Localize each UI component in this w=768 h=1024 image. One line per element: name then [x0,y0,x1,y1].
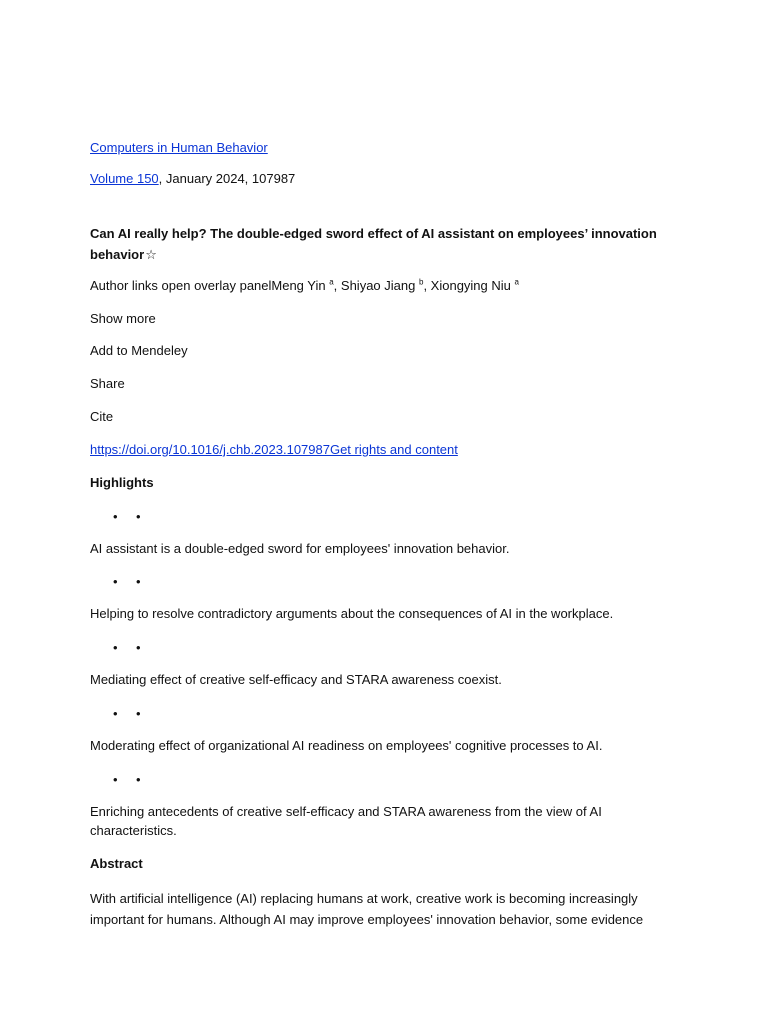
author-affiliation-sup: a [514,277,519,287]
bullet-icon: • [136,771,141,787]
author-link[interactable]: Meng Yin [271,277,326,293]
authors-prefix[interactable]: Author links open overlay panel [90,277,272,293]
issue-info: , January 2024, 107987 [158,170,296,186]
journal-link[interactable]: Computers in Human Behavior [90,140,268,155]
author-separator: , [333,277,341,293]
cite-button[interactable]: Cite [90,409,114,425]
article-title [90,223,690,265]
abstract-heading: Abstract [90,855,143,871]
share-button[interactable]: Share [90,376,125,392]
author-separator: , [423,277,431,293]
star-icon[interactable]: ☆ [145,246,157,262]
bullet-icon: • [136,640,141,656]
authors-line [90,277,690,296]
bullet-markers [90,507,690,526]
highlight-item: AI assistant is a double-edged sword for employees' innovation behavior. [90,540,510,556]
bullet-icon: • [113,640,118,656]
author-affiliation-sup: a [329,277,334,287]
bullet-icon: • [113,706,118,722]
bullet-icon: • [113,508,118,524]
highlights-heading: Highlights [90,474,154,490]
bullet-icon: • [136,706,141,722]
add-to-mendeley-button[interactable]: Add to Mendeley [90,343,188,359]
bullet-icon: • [113,574,118,590]
highlight-item: Moderating effect of organizational AI readiness on employees' cognitive processes to AI. [90,738,603,754]
highlight-item: Helping to resolve contradictory arguments about the consequences of AI in the workplace. [90,606,614,622]
journal-line [90,139,690,158]
bullet-icon: • [136,508,141,524]
volume-link[interactable]: Volume 150 [90,170,159,186]
article-title-text: Can AI really help? The double-edged sword effect of AI assistant on employees’ innovation behavior [90,225,657,262]
author-affiliation-sup: b [418,277,424,287]
author-link[interactable]: Xiongying Niu [430,277,511,293]
author-link[interactable]: Shiyao Jiang [340,277,416,293]
bullet-markers [90,638,690,657]
doi-line [90,441,690,460]
highlight-item: Mediating effect of creative self-efficacy and STARA awareness coexist. [90,672,502,688]
doi-link[interactable]: https://doi.org/10.1016/j.chb.2023.107987Get rights and content [90,441,458,457]
highlight-item: Enriching antecedents of creative self-efficacy and STARA awareness from the view of AI characteristics. [90,803,602,838]
bullet-markers [90,704,690,723]
bullet-markers [90,572,690,591]
bullet-markers [90,770,690,789]
abstract-text: With artificial intelligence (AI) replacing humans at work, creative work is becoming increasingly important for humans. Although AI may improve employees' innovation behavior, some evidence [90,890,644,927]
bullet-icon: • [113,771,118,787]
show-more-button[interactable]: Show more [90,310,156,326]
bullet-icon: • [136,574,141,590]
article-page [90,139,690,930]
volume-line [90,170,690,189]
